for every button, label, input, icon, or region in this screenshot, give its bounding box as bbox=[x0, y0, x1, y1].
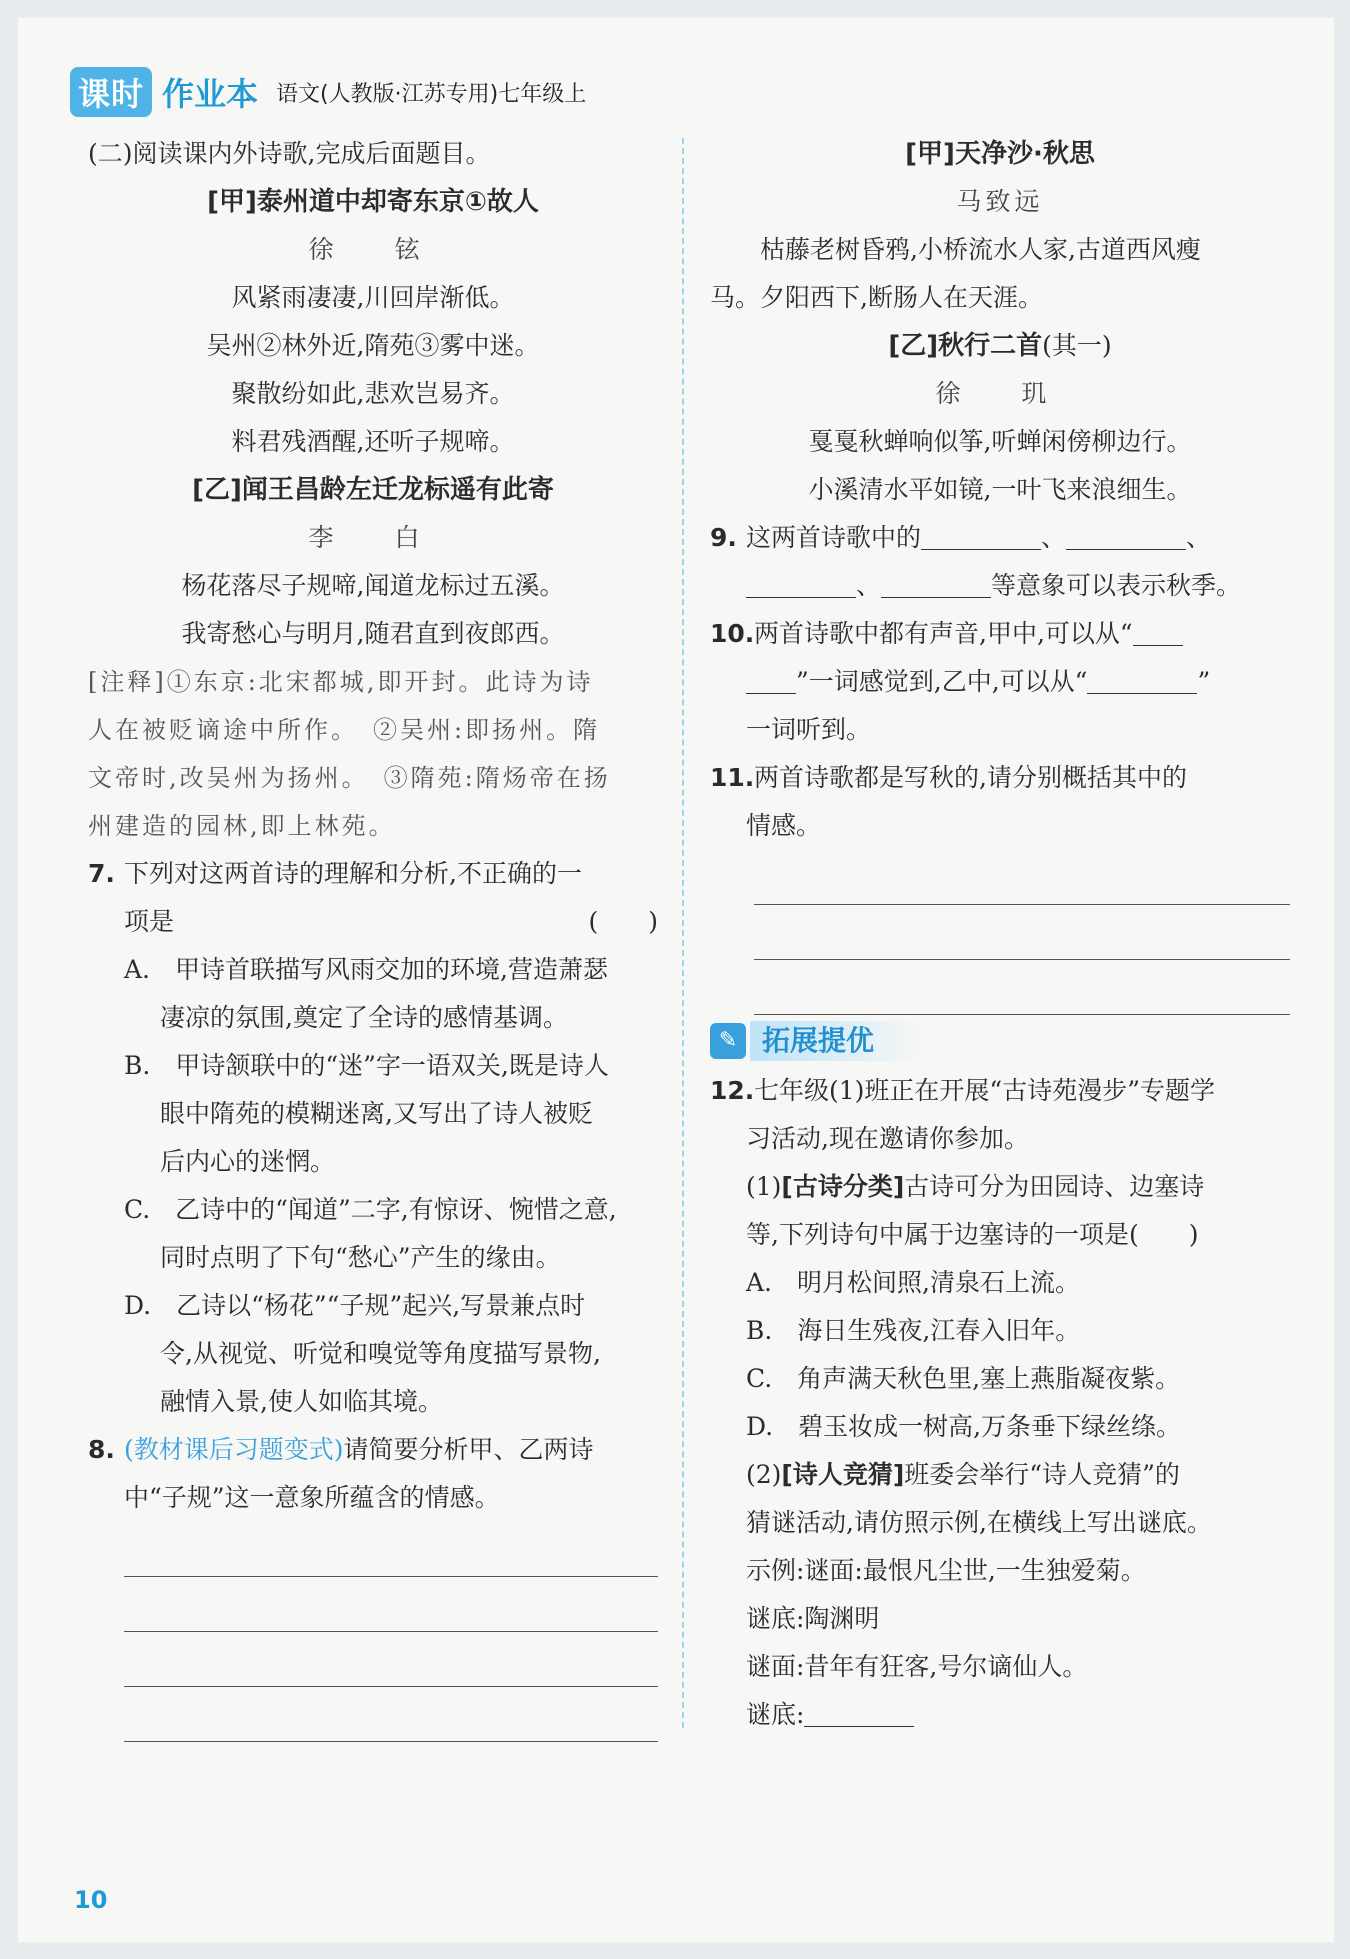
question-number: 7. bbox=[88, 859, 115, 888]
question-11 bbox=[710, 754, 1290, 802]
answer-line[interactable] bbox=[754, 960, 1290, 1015]
question-7 bbox=[88, 850, 658, 898]
question-stem: 猜谜活动,请仿照示例,在横线上写出谜底。 bbox=[746, 1508, 1212, 1537]
example-answer: 谜底:陶渊明 bbox=[746, 1604, 880, 1633]
question-stem: 等意象可以表示秋季。 bbox=[991, 571, 1242, 600]
page-header bbox=[70, 62, 586, 122]
option-c[interactable]: C. 乙诗中的“闻道”二字,有惊讶、惋惜之意, bbox=[124, 1195, 617, 1224]
brand-title: 作业本 bbox=[162, 75, 259, 113]
subquestion-tag: [诗人竞猜] bbox=[781, 1460, 905, 1489]
question-stem: 习活动,现在邀请你参加。 bbox=[746, 1124, 1029, 1153]
fill-blank[interactable] bbox=[746, 663, 796, 694]
question-stem: 两首诗歌中都有声音,甲中,可以从“ bbox=[754, 619, 1133, 648]
subquestion-tag: [古诗分类] bbox=[781, 1172, 905, 1201]
column-divider bbox=[682, 138, 684, 1728]
separator: 、 bbox=[856, 571, 882, 600]
answer-parentheses[interactable]: ( ) bbox=[588, 907, 658, 936]
poem-c-line: 马。夕阳西下,断肠人在天涯。 bbox=[710, 283, 1043, 312]
fill-blank[interactable] bbox=[804, 1696, 914, 1727]
poem-d-title: [乙]秋行二首 bbox=[888, 331, 1043, 361]
question-stem: 这两首诗歌中的 bbox=[746, 523, 922, 552]
poem-b-author: 李 白 bbox=[308, 523, 438, 552]
fill-blank[interactable] bbox=[746, 567, 856, 598]
subquestion-1 bbox=[710, 1163, 1290, 1211]
option-d[interactable]: D. 乙诗以“杨花”“子规”起兴,写景兼点时 bbox=[124, 1291, 586, 1320]
fill-blank[interactable] bbox=[881, 567, 991, 598]
riddle-answer-row bbox=[710, 1691, 1290, 1739]
question-stem: 中“子规”这一意象所蕴含的情感。 bbox=[124, 1483, 500, 1512]
fill-blank[interactable] bbox=[1066, 519, 1186, 550]
annotation-line: [注释]①东京:北宋都城,即开封。此诗为诗 bbox=[88, 668, 594, 696]
poem-d-subtitle: (其一) bbox=[1042, 331, 1112, 360]
poem-b-line: 我寄愁心与明月,随君直到夜郎西。 bbox=[181, 619, 565, 648]
subquestion-2 bbox=[710, 1451, 1290, 1499]
option-b[interactable]: B. 海日生残夜,江春入旧年。 bbox=[746, 1316, 1081, 1345]
subquestion-number: (2) bbox=[746, 1460, 782, 1489]
poem-a-line: 吴州②林外近,隋苑③雾中迷。 bbox=[206, 331, 540, 360]
question-stem: 班委会举行“诗人竞猜”的 bbox=[904, 1460, 1180, 1489]
option-d[interactable]: D. 碧玉妆成一树高,万条垂下绿丝绦。 bbox=[746, 1412, 1182, 1441]
answer-line[interactable] bbox=[124, 1577, 658, 1632]
section-title: 拓展提优 bbox=[750, 1021, 922, 1061]
question-9 bbox=[710, 514, 1290, 562]
option-a[interactable]: A. 明月松间照,清泉石上流。 bbox=[746, 1268, 1080, 1297]
poem-d-title-row bbox=[710, 322, 1290, 370]
question-number: 10. bbox=[710, 619, 755, 648]
question-stem: 两首诗歌都是写秋的,请分别概括其中的 bbox=[754, 763, 1187, 792]
section-intro: (二)阅读课内外诗歌,完成后面题目。 bbox=[88, 139, 491, 168]
fill-blank[interactable] bbox=[1087, 663, 1197, 694]
question-number: 8. bbox=[88, 1435, 115, 1464]
question-number: 12. bbox=[710, 1076, 755, 1105]
quote-mark: ” bbox=[1197, 667, 1211, 696]
option-text: 后内心的迷惘。 bbox=[160, 1147, 336, 1176]
question-stem: 项是 bbox=[124, 907, 175, 936]
option-text: 令,从视觉、听觉和嗅觉等角度描写景物, bbox=[160, 1339, 601, 1368]
answer-line[interactable] bbox=[124, 1687, 658, 1742]
poem-c-line: 枯藤老树昏鸦,小桥流水人家,古道西风瘦 bbox=[760, 235, 1201, 264]
question-10-cont bbox=[710, 658, 1290, 706]
annotation-line: 州建造的园林,即上林苑。 bbox=[88, 812, 396, 840]
annotation-line: 文帝时,改吴州为扬州。 ③隋苑:隋炀帝在扬 bbox=[88, 764, 611, 792]
question-stem: 下列对这两首诗的理解和分析,不正确的一 bbox=[124, 859, 582, 888]
question-7-cont bbox=[88, 898, 658, 946]
poem-c-author: 马致远 bbox=[956, 187, 1044, 216]
question-12 bbox=[710, 1067, 1290, 1115]
answer-label: 谜底: bbox=[746, 1700, 805, 1729]
option-c[interactable]: C. 角声满天秋色里,塞上燕脂凝夜紫。 bbox=[746, 1364, 1181, 1393]
poem-a-line: 聚散纷如此,悲欢岂易齐。 bbox=[231, 379, 515, 408]
answer-line[interactable] bbox=[124, 1632, 658, 1687]
question-8 bbox=[88, 1426, 658, 1474]
option-b[interactable]: B. 甲诗颔联中的“迷”字一语双关,既是诗人 bbox=[124, 1051, 609, 1080]
answer-line[interactable] bbox=[754, 905, 1290, 960]
poem-a-line: 风紧雨凄凄,川回岸渐低。 bbox=[231, 283, 515, 312]
source-tag: (教材课后习题变式) bbox=[124, 1435, 344, 1464]
page-number: 10 bbox=[74, 1886, 108, 1914]
option-text: 融情入景,使人如临其境。 bbox=[160, 1387, 443, 1416]
question-number: 11. bbox=[710, 763, 755, 792]
fill-blank[interactable] bbox=[1133, 615, 1183, 646]
question-10 bbox=[710, 610, 1290, 658]
poem-d-line: 小溪清水平如镜,一叶飞来浪细生。 bbox=[808, 475, 1192, 504]
question-9-cont bbox=[710, 562, 1290, 610]
poem-c-title: [甲]天净沙·秋思 bbox=[905, 139, 1095, 169]
option-text: 眼中隋苑的模糊迷离,又写出了诗人被贬 bbox=[160, 1099, 593, 1128]
left-column bbox=[88, 130, 658, 1742]
pencil-icon: ✎ bbox=[710, 1023, 746, 1059]
question-stem: 一词听到。 bbox=[746, 715, 872, 744]
annotation-line: 人在被贬谪途中所作。 ②吴州:即扬州。隋 bbox=[88, 716, 601, 744]
separator: 、 bbox=[1041, 523, 1067, 552]
answer-line[interactable] bbox=[754, 850, 1290, 905]
poem-d-author: 徐 玑 bbox=[935, 379, 1065, 408]
fill-blank[interactable] bbox=[921, 519, 1041, 550]
poem-b-line: 杨花落尽子规啼,闻道龙标过五溪。 bbox=[181, 571, 565, 600]
riddle: 谜面:昔年有狂客,号尔谪仙人。 bbox=[746, 1652, 1088, 1681]
option-text: 同时点明了下句“愁心”产生的缘由。 bbox=[160, 1243, 561, 1272]
poem-d-line: 戛戛秋蝉响似筝,听蝉闲傍柳边行。 bbox=[808, 427, 1192, 456]
example-riddle: 示例:谜面:最恨凡尘世,一生独爱菊。 bbox=[746, 1556, 1146, 1585]
subquestion-number: (1) bbox=[746, 1172, 782, 1201]
option-a[interactable]: A. 甲诗首联描写风雨交加的环境,营造萧瑟 bbox=[124, 955, 608, 984]
option-text: 凄凉的氛围,奠定了全诗的感情基调。 bbox=[160, 1003, 568, 1032]
poem-b-title: [乙]闻王昌龄左迁龙标遥有此寄 bbox=[192, 475, 554, 505]
question-stem: 情感。 bbox=[746, 811, 822, 840]
answer-line[interactable] bbox=[124, 1522, 658, 1577]
separator: 、 bbox=[1186, 523, 1212, 552]
question-stem: 请简要分析甲、乙两诗 bbox=[343, 1435, 594, 1464]
question-stem: 等,下列诗句中属于边塞诗的一项是( ) bbox=[746, 1220, 1199, 1249]
question-stem: ”一词感觉到,乙中,可以从“ bbox=[796, 667, 1088, 696]
workbook-page bbox=[18, 18, 1334, 1942]
subject-label: 语文(人教版·江苏专用)七年级上 bbox=[276, 81, 587, 107]
right-column bbox=[710, 130, 1290, 1739]
poem-a-title: [甲]泰州道中却寄东京①故人 bbox=[207, 187, 539, 217]
poem-a-author: 徐 铉 bbox=[308, 235, 438, 264]
section-header bbox=[710, 1021, 1290, 1061]
question-stem: 七年级(1)班正在开展“古诗苑漫步”专题学 bbox=[754, 1076, 1215, 1105]
brand-logo: 课时 bbox=[70, 67, 152, 117]
question-number: 9. bbox=[710, 523, 737, 552]
question-stem: 古诗可分为田园诗、边塞诗 bbox=[904, 1172, 1205, 1201]
poem-a-line: 料君残酒醒,还听子规啼。 bbox=[231, 427, 515, 456]
